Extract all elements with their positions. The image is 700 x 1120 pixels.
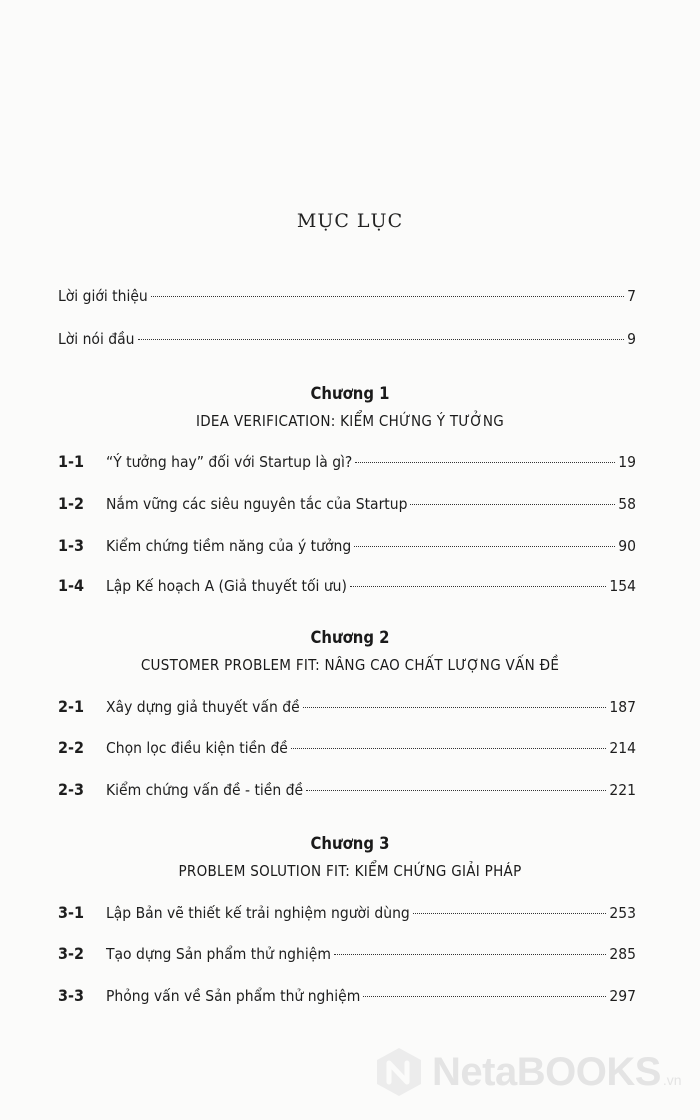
- chapter-heading: Chương 2: [310, 628, 390, 647]
- dot-leader: [303, 707, 607, 708]
- section-label: Kiểm chứng tiềm năng của ý tưởng: [106, 537, 352, 555]
- toc-section: [58, 452, 636, 478]
- section-number: 2-2: [58, 738, 85, 757]
- section-page: 297: [609, 987, 636, 1005]
- toc-section: [58, 697, 636, 723]
- toc-entry-page: 7: [627, 287, 636, 305]
- section-label: Nắm vững các siêu nguyên tắc của Startup: [106, 495, 408, 513]
- toc-entry-intro: [58, 287, 636, 313]
- dot-leader: [410, 504, 615, 505]
- chapter-subtitle: PROBLEM SOLUTION FIT: KIỂM CHỨNG GIẢI PHÁP: [178, 862, 522, 880]
- netabooks-logo-icon: [372, 1045, 426, 1099]
- section-label: Tạo dựng Sản phẩm thử nghiệm: [106, 945, 331, 963]
- toc-section: [58, 738, 636, 764]
- section-number: 2-1: [58, 697, 85, 716]
- chapter-subtitle: IDEA VERIFICATION: KIỂM CHỨNG Ý TƯỞNG: [195, 412, 505, 430]
- section-label: Xây dựng giả thuyết vấn đề: [106, 698, 300, 716]
- dot-leader: [363, 996, 606, 997]
- dot-leader: [138, 339, 625, 340]
- section-page: 90: [618, 537, 636, 555]
- section-number: 2-3: [58, 780, 85, 799]
- toc-section: [58, 903, 636, 929]
- section-number: 3-3: [58, 986, 85, 1005]
- section-label: Chọn lọc điều kiện tiền đề: [106, 739, 288, 757]
- section-number: 3-2: [58, 944, 85, 963]
- watermark: [372, 1042, 682, 1102]
- section-label: Phỏng vấn về Sản phẩm thử nghiệm: [106, 987, 361, 1005]
- section-number: 3-1: [58, 903, 85, 922]
- section-number: 1-1: [58, 452, 85, 471]
- section-page: 285: [609, 945, 636, 963]
- toc-section: [58, 944, 636, 970]
- watermark-suffix: .vn: [662, 1072, 682, 1088]
- dot-leader: [306, 790, 606, 791]
- toc-section: [58, 536, 636, 562]
- dot-leader: [355, 462, 615, 463]
- chapter-heading: Chương 1: [310, 384, 390, 403]
- section-page: 221: [609, 781, 636, 799]
- dot-leader: [334, 954, 606, 955]
- dot-leader: [413, 913, 607, 914]
- section-label: Kiểm chứng vấn đề - tiền đề: [106, 781, 304, 799]
- toc-section: [58, 494, 636, 520]
- section-page: 214: [609, 739, 636, 757]
- chapter-heading: Chương 3: [310, 834, 390, 853]
- section-number: 1-2: [58, 494, 85, 513]
- section-number: 1-4: [58, 576, 85, 595]
- toc-section: [58, 780, 636, 806]
- section-label: Lập Bản vẽ thiết kế trải nghiệm người dùng: [106, 904, 410, 922]
- section-label: Lập Kế hoạch A (Giả thuyết tối ưu): [106, 577, 347, 595]
- toc-entry-label: Lời nói đầu: [58, 330, 135, 348]
- toc-section: [58, 576, 636, 602]
- watermark-brand: NetaBOOKS: [432, 1049, 661, 1094]
- section-label: “Ý tưởng hay” đối với Startup là gì?: [106, 453, 353, 471]
- toc-entry-label: Lời giới thiệu: [58, 287, 148, 305]
- section-page: 187: [609, 698, 636, 716]
- section-number: 1-3: [58, 536, 85, 555]
- section-page: 19: [618, 453, 636, 471]
- dot-leader: [151, 296, 624, 297]
- toc-title: MỤC LỤC: [296, 210, 404, 232]
- toc-entry-preface: [58, 330, 636, 356]
- section-page: 253: [609, 904, 636, 922]
- toc-entry-page: 9: [627, 330, 636, 348]
- chapter-subtitle: CUSTOMER PROBLEM FIT: NÂNG CAO CHẤT LƯỢNG VẤN ĐỀ: [140, 656, 560, 674]
- dot-leader: [354, 546, 615, 547]
- dot-leader: [350, 586, 606, 587]
- dot-leader: [291, 748, 606, 749]
- section-page: 154: [609, 577, 636, 595]
- toc-section: [58, 986, 636, 1012]
- section-page: 58: [618, 495, 636, 513]
